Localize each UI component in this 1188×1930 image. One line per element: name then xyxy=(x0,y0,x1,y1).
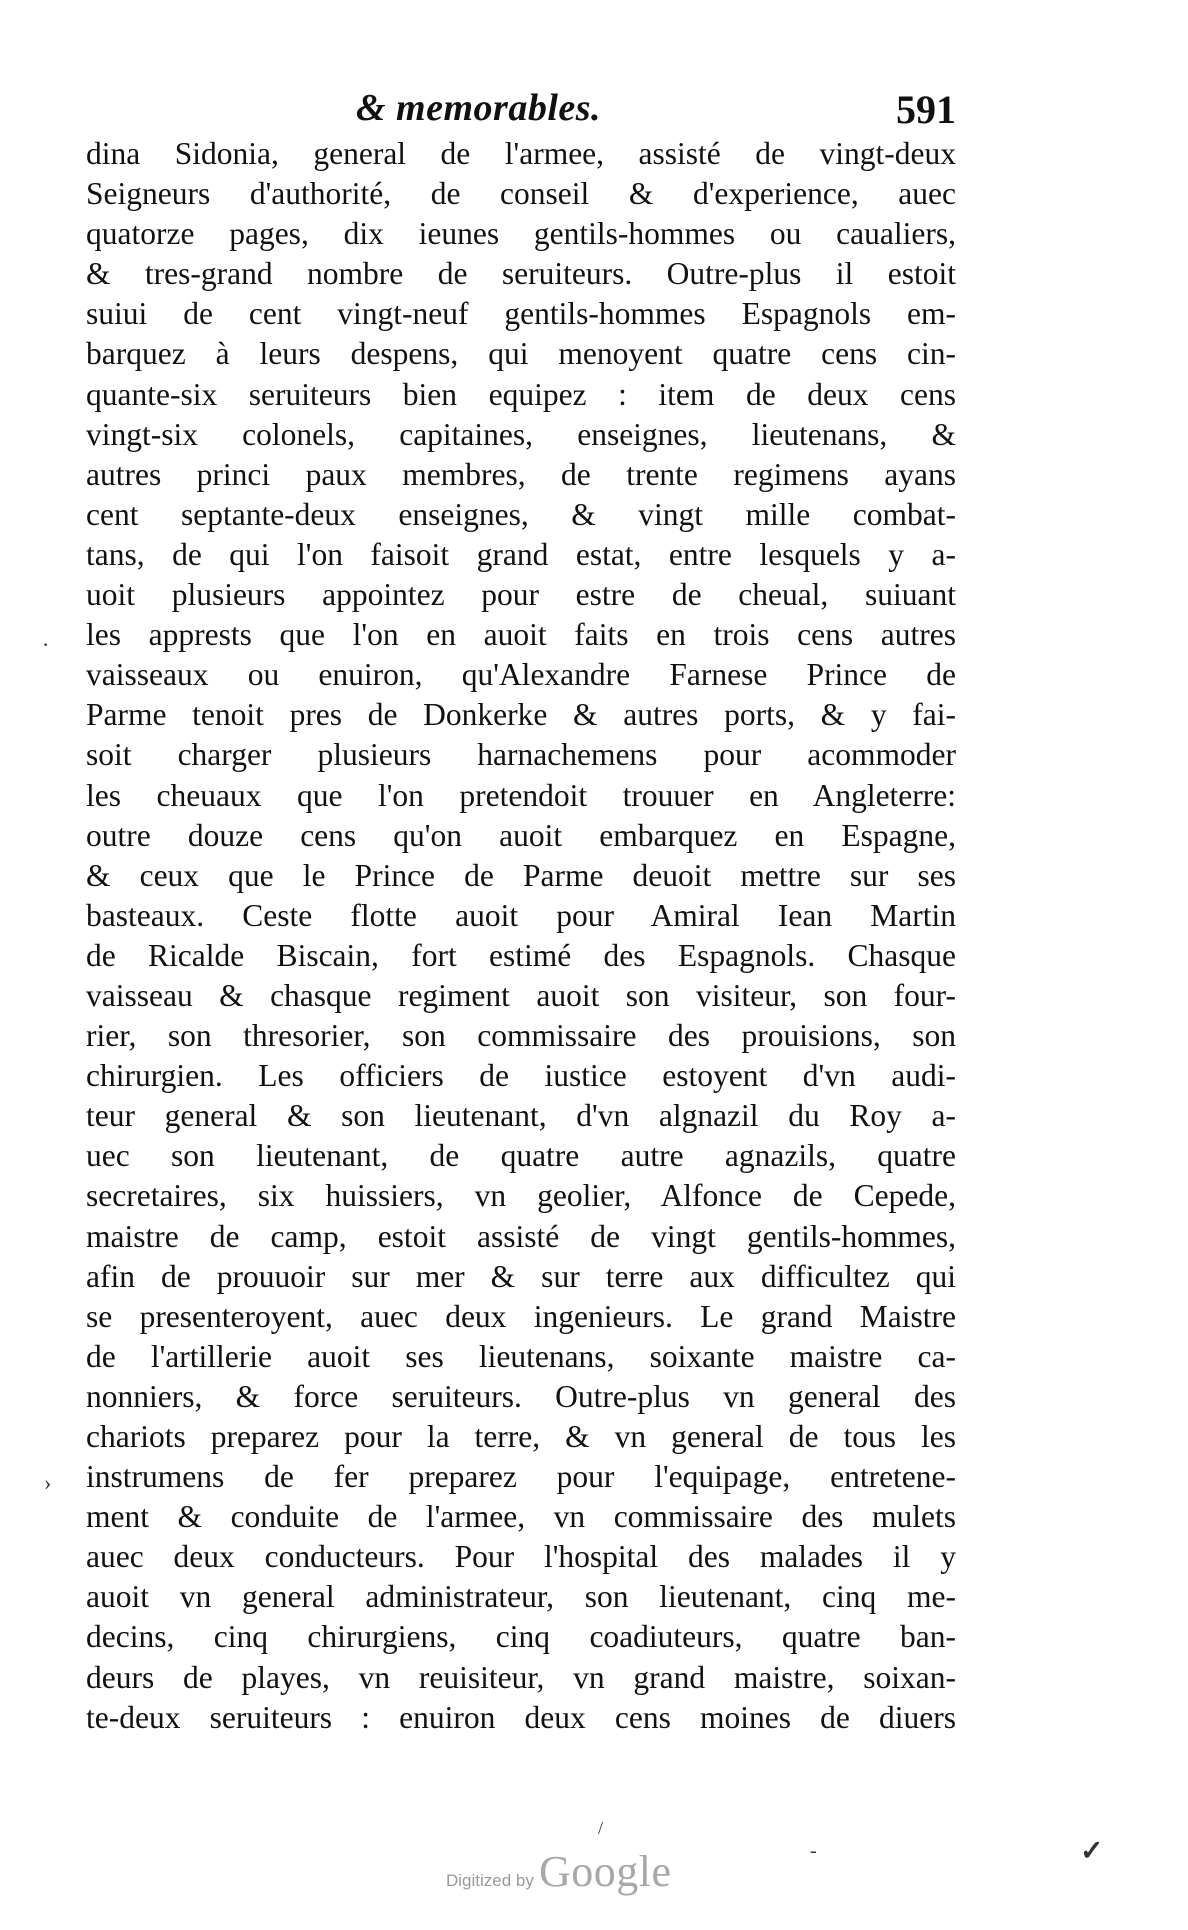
body-text xyxy=(86,134,956,1738)
text-line: te-deux seruiteurs : enuiron deux cens moines de diuers xyxy=(86,1699,956,1735)
text-line: maistre de camp, estoit assisté de vingt gentils-hommes, xyxy=(86,1218,956,1254)
text-line: barquez à leurs despens, qui menoyent quatre cens cin- xyxy=(86,336,956,372)
text-line: cent septante-deux enseignes, & vingt mille combat- xyxy=(86,496,956,532)
text-line: & tres-grand nombre de seruiteurs. Outre-plus il estoit xyxy=(86,256,956,292)
text-line: tans, de qui l'on faisoit grand estat, entre lesquels y a- xyxy=(86,536,956,572)
text-line: teur general & son lieutenant, d'vn algnazil du Roy a- xyxy=(86,1098,956,1134)
text-line: Parme tenoit pres de Donkerke & autres ports, & y fai- xyxy=(86,697,956,733)
text-line: outre douze cens qu'on auoit embarquez en Espagne, xyxy=(86,817,956,853)
text-line: quatorze pages, dix ieunes gentils-hommes ou caualiers, xyxy=(86,216,956,252)
text-line: vaisseau & chasque regiment auoit son visiteur, son four- xyxy=(86,977,956,1013)
text-line: nonniers, & force seruiteurs. Outre-plus vn general des xyxy=(86,1378,956,1414)
text-line: auec deux conducteurs. Pour l'hospital des malades il y xyxy=(86,1539,956,1575)
text-line: rier, son thresorier, son commissaire des prouisions, son xyxy=(86,1018,956,1054)
digitized-by-watermark xyxy=(446,1846,672,1900)
text-line: chirurgien. Les officiers de iustice estoyent d'vn audi- xyxy=(86,1058,956,1094)
running-head xyxy=(86,86,956,132)
text-line: de Ricalde Biscain, fort estimé des Espagnols. Chasque xyxy=(86,937,956,973)
text-line: autres princi paux membres, de trente regimens ayans xyxy=(86,456,956,492)
watermark-prefix: Digitized by xyxy=(446,1871,534,1890)
text-line: & ceux que le Prince de Parme deuoit mettre sur ses xyxy=(86,857,956,893)
text-line: de l'artillerie auoit ses lieutenans, soixante maistre ca- xyxy=(86,1338,956,1374)
text-line: auoit vn general administrateur, son lieutenant, cinq me- xyxy=(86,1579,956,1615)
text-line: afin de prouuoir sur mer & sur terre aux difficultez qui xyxy=(86,1258,956,1294)
text-line: se presenteroyent, auec deux ingenieurs. Le grand Maistre xyxy=(86,1298,956,1334)
text-line: basteaux. Ceste flotte auoit pour Amiral Iean Martin xyxy=(86,897,956,933)
text-line: decins, cinq chirurgiens, cinq coadiuteurs, quatre ban- xyxy=(86,1619,956,1655)
text-line: les cheuaux que l'on pretendoit trouuer en Angleterre: xyxy=(86,777,956,813)
text-line: deurs de playes, vn reuisiteur, vn grand maistre, soixan- xyxy=(86,1659,956,1695)
text-line: chariots preparez pour la terre, & vn general de tous les xyxy=(86,1419,956,1454)
google-logo: Google xyxy=(538,1847,672,1896)
text-line: Seigneurs d'authorité, de conseil & d'experience, auec xyxy=(86,176,956,212)
text-line: instrumens de fer preparez pour l'equipage, entretene- xyxy=(86,1459,956,1495)
text-line: ment & conduite de l'armee, vn commissaire des mulets xyxy=(86,1499,956,1535)
text-line: suiui de cent vingt-neuf gentils-hommes Espagnols em- xyxy=(86,296,956,332)
margin-mark: · xyxy=(42,632,50,657)
stray-mark: - xyxy=(810,1840,817,1862)
text-line: vaisseaux ou enuiron, qu'Alexandre Farnese Prince de xyxy=(86,657,956,693)
page-number: 591 xyxy=(896,87,956,132)
text-line: vingt-six colonels, capitaines, enseignes, lieutenans, & xyxy=(86,416,956,452)
text-line: dina Sidonia, general de l'armee, assisté de vingt-deux xyxy=(86,136,956,171)
text-line: soit charger plusieurs harnachemens pour acommoder xyxy=(86,737,956,773)
text-line: uec son lieutenant, de quatre autre agnazils, quatre xyxy=(86,1138,956,1174)
text-line: secretaires, six huissiers, vn geolier, Alfonce de Cepede, xyxy=(86,1178,956,1214)
text-line: uoit plusieurs appointez pour estre de cheual, suiuant xyxy=(86,577,956,613)
running-title: & memorables. xyxy=(356,87,602,129)
text-line: quante-six seruiteurs bien equipez : item de deux cens xyxy=(86,376,956,412)
check-mark-icon: ✓ xyxy=(1080,1836,1104,1867)
text-line: les apprests que l'on en auoit faits en trois cens autres xyxy=(86,617,956,653)
stray-mark: / xyxy=(598,1818,604,1838)
margin-mark: › xyxy=(44,1470,52,1495)
